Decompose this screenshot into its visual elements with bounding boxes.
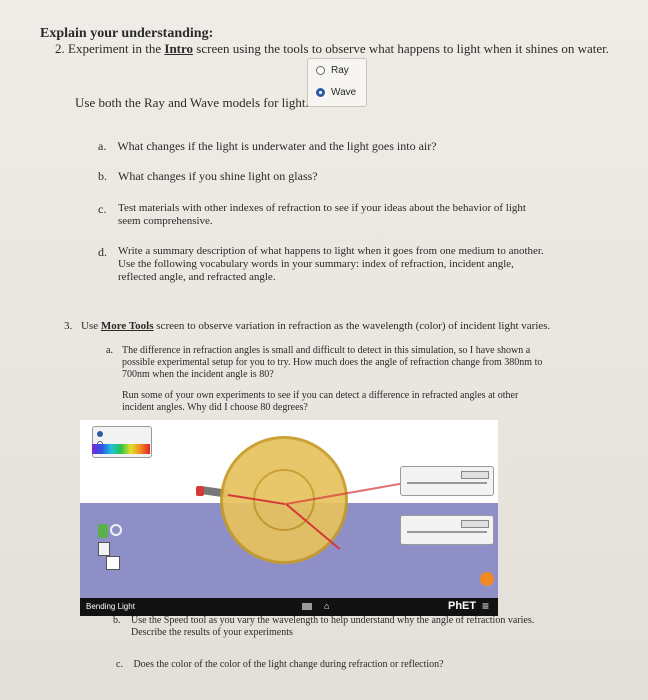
q3-item-a-line: possible experimental setup for you to try. How much does the angle of refraction change from 380nm to	[122, 357, 543, 368]
wavelength-slider[interactable]	[92, 444, 150, 454]
laser-button-icon[interactable]	[196, 486, 204, 496]
protractor-tool[interactable]	[220, 436, 348, 564]
q3-item-a-followup	[122, 390, 518, 414]
question-3-number: 3.	[64, 320, 73, 332]
q2-item-c-line: seem comprehensive.	[118, 215, 213, 227]
medium-top-panel[interactable]	[400, 466, 494, 496]
ray-radio-label: Ray	[331, 65, 349, 76]
menu-icon[interactable]: ≡	[482, 599, 490, 613]
q3-item-a-followup-line: incident angles. Why did I choose 80 degrees?	[122, 402, 308, 413]
ray-radio-option[interactable]	[316, 65, 349, 76]
medium-bottom-dropdown[interactable]	[461, 520, 489, 528]
q3-item-b-line: Describe the results of your experiments	[131, 627, 293, 638]
section-heading: Explain your understanding:	[40, 26, 214, 41]
more-tools-link[interactable]: More Tools	[100, 320, 154, 332]
q2-item-d-line: Use the following vocabulary words in your summary: index of refraction, incident angle,	[118, 258, 514, 270]
q2-item-a-text: What changes if the light is underwater and the light goes into air?	[117, 139, 437, 153]
question-2-text-end: screen using the tools to observe what happens to light when it shines on water.	[193, 41, 609, 56]
ray-radio-icon[interactable]	[316, 66, 325, 75]
sim-title: Bending Light	[86, 602, 135, 611]
q3-item-a-followup-line: Run some of your own experiments to see if you can detect a difference in refracted angles at other	[122, 390, 519, 401]
intro-link[interactable]: Intro	[164, 41, 194, 56]
q2-item-d-letter: d.	[98, 245, 107, 259]
sim-navigation-bar	[80, 598, 498, 616]
q3-item-c	[116, 659, 444, 671]
protractor-toolbox-icon[interactable]	[98, 542, 110, 556]
q3-item-b-letter: b.	[113, 615, 121, 626]
speed-tool-icon[interactable]	[110, 524, 122, 536]
phet-logo: PhET	[448, 600, 477, 612]
time-graph-icon[interactable]	[106, 556, 120, 570]
q3-item-b-line: Use the Speed tool as you vary the wavelength to help understand why the angle of refraction varies.	[131, 615, 535, 626]
index-slider-bottom[interactable]	[407, 531, 487, 533]
ray-option-icon[interactable]	[97, 431, 103, 437]
q2-item-c-letter: c.	[98, 202, 107, 216]
wave-radio-label: Wave	[331, 87, 357, 98]
q2-item-b-text: What changes if you shine light on glass?	[118, 169, 318, 183]
question-3	[64, 320, 550, 333]
index-slider-top[interactable]	[407, 482, 487, 484]
medium-bottom-panel[interactable]	[400, 515, 494, 545]
q2-item-a-letter: a.	[98, 139, 107, 153]
q2-item-a	[98, 139, 437, 154]
q3-item-b-text	[131, 615, 534, 639]
question-2-number: 2.	[55, 41, 65, 56]
q3-item-a-line: The difference in refraction angles is small and difficult to detect in this simulation, so I have shown a	[122, 345, 531, 356]
models-instruction: Use both the Ray and Wave models for light.	[75, 95, 309, 110]
q2-item-d-line: reflected angle, and refracted angle.	[118, 271, 276, 283]
q3-item-c-text: Does the color of the color of the light change during refraction or reflection?	[133, 659, 444, 670]
question-2	[55, 41, 609, 57]
question-3-text-start: Use	[81, 320, 101, 332]
screen-thumbnail-icon[interactable]	[302, 603, 312, 610]
q2-item-c-line: Test materials with other indexes of refraction to see if your ideas about the behavior of light	[118, 202, 526, 214]
home-icon[interactable]: ⌂	[324, 601, 330, 611]
question-2-text-start: Experiment in the	[68, 41, 165, 56]
question-3-text-end: screen to observe variation in refraction as the wavelength (color) of incident light varies.	[153, 320, 551, 332]
q3-item-a-line: 700nm when the incident angle is 80?	[122, 369, 274, 380]
q2-item-b-letter: b.	[98, 169, 107, 183]
wave-radio-selected-icon[interactable]	[316, 88, 325, 97]
q3-item-a-text	[122, 345, 542, 381]
q2-item-c-text	[118, 202, 526, 228]
light-model-radio-group[interactable]	[307, 58, 367, 107]
q3-item-c-letter: c.	[116, 659, 123, 670]
q3-item-a-letter: a.	[106, 345, 113, 356]
q2-item-d-line: Write a summary description of what happens to light when it goes from one medium to another.	[118, 245, 544, 257]
q2-item-b	[98, 169, 318, 184]
reset-all-icon[interactable]	[480, 572, 494, 586]
wave-radio-option[interactable]	[316, 87, 356, 98]
medium-top-dropdown[interactable]	[461, 471, 489, 479]
bending-light-simulation-screenshot	[80, 420, 498, 616]
intensity-meter-icon[interactable]	[98, 524, 108, 538]
q2-item-d-text	[118, 245, 544, 284]
